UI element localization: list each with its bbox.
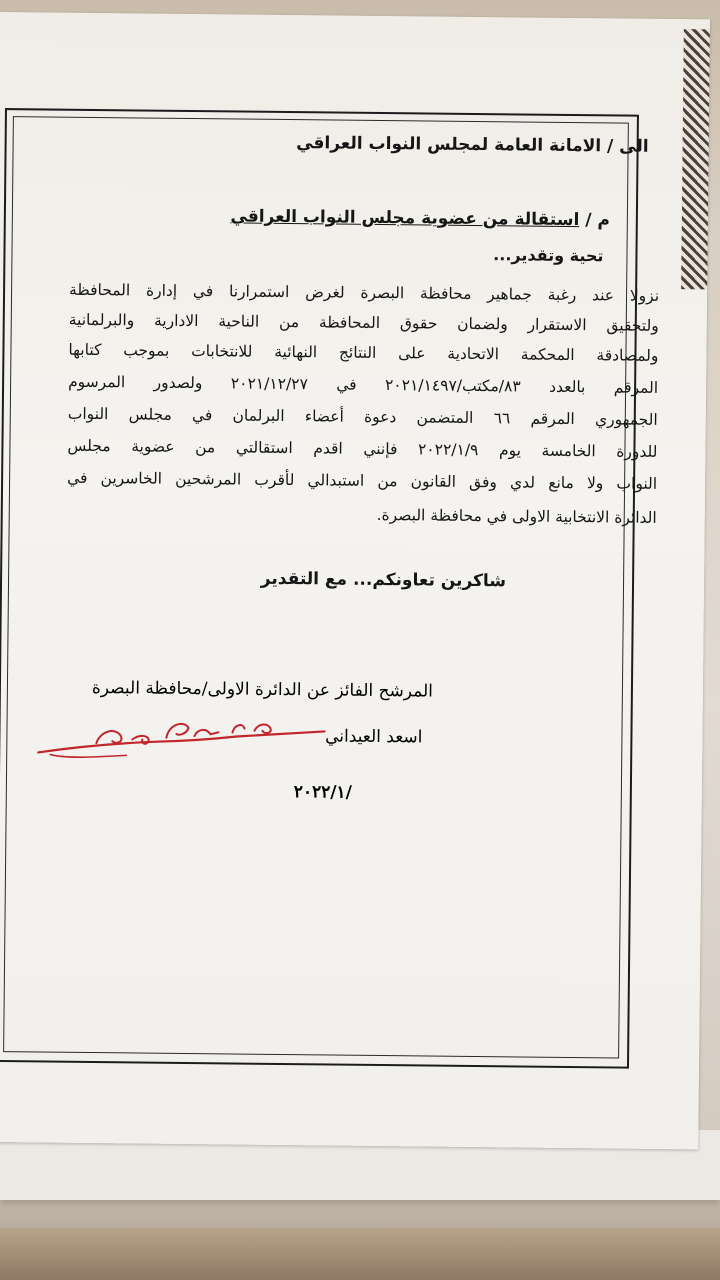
body-line: ولمصادقة المحكمة الاتحادية على النتائج النهائية للانتخابات بموجب كتابها xyxy=(68,340,659,365)
decorative-border-pattern xyxy=(681,29,710,289)
subject-label: م / xyxy=(585,210,610,231)
handwritten-signature xyxy=(36,712,327,765)
addressee-line: الى / الامانة العامة لمجلس النواب العراقي xyxy=(296,133,649,157)
greeting-line: تحية وتقدير... xyxy=(493,245,604,266)
closing-line: شاكرين تعاونكم... مع التقدير xyxy=(260,568,507,592)
signer-name: اسعد العيداني xyxy=(325,726,423,748)
body-line-last: الدائرة الانتخابية الاولى في محافظة البصرة. xyxy=(376,505,657,527)
body-line: للدورة الخامسة يوم ٢٠٢٢/١/٩ فإنني اقدم استقالتي من عضوية مجلس xyxy=(67,436,658,461)
subject-text: استقالة من عضوية مجلس النواب العراقي xyxy=(230,206,580,231)
body-line: ولتحقيق الاستقرار ولضمان حقوق المحافظة من الناحية الادارية والبرلمانية xyxy=(68,310,659,335)
body-line: المرقم بالعدد ٨٣/مكتب/٢٠٢١/١٤٩٧ في ٢٠٢١/١٢/٢٧ ولصدور المرسوم xyxy=(68,372,659,397)
letter-date: ٢٠٢٢/١/ xyxy=(293,782,352,803)
subject-line xyxy=(230,206,610,230)
body-line: نزولا عند رغبة جماهير محافظة البصرة لغرض استمرارنا في إدارة المحافظة xyxy=(69,280,660,305)
letter-sheet xyxy=(0,12,710,1149)
body-line: الجمهوري المرقم ٦٦ المتضمن دعوة أعضاء البرلمان في مجلس النواب xyxy=(67,404,658,429)
table-edge xyxy=(0,1228,720,1280)
body-line: النواب ولا مانع لدي وفق القانون من استبدالي لأقرب المرشحين الخاسرين في xyxy=(67,468,658,493)
signer-title: المرشح الفائز عن الدائرة الاولى/محافظة البصرة xyxy=(91,678,434,702)
